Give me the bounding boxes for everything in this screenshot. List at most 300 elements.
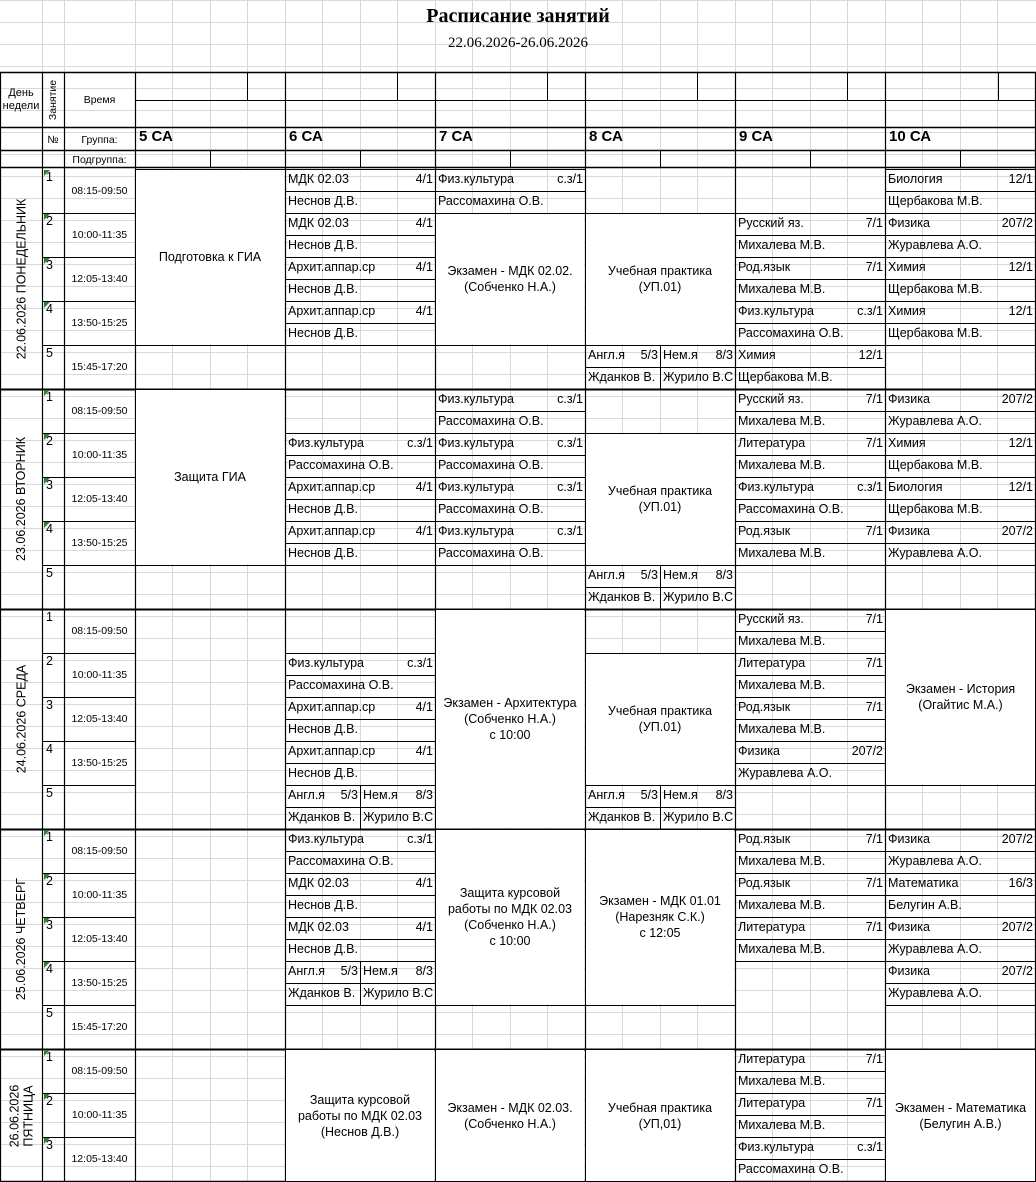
period-dates: 22.06.2026-26.06.2026 [448, 35, 588, 51]
subject-name: Род.язык [738, 876, 791, 890]
comment-marker [44, 390, 50, 396]
room-number: 4/1 [415, 304, 433, 318]
comment-marker [44, 1050, 50, 1056]
lesson-number: 1 [46, 170, 53, 184]
subject-name: Нем.я [663, 348, 698, 362]
comment-marker [44, 522, 50, 528]
teacher-name: Рассомахина О.В. [738, 1162, 844, 1176]
teacher-name: Неснов Д.В. [288, 766, 358, 780]
page-title: Расписание занятий [426, 5, 610, 27]
comment-marker [44, 1138, 50, 1144]
teacher-name: Журило В.С [663, 370, 734, 384]
room-number: 207/2 [1001, 832, 1033, 846]
room-number: 12/1 [1008, 172, 1033, 186]
subject-name: Русский яз. [738, 392, 804, 406]
lesson-number: 4 [46, 302, 53, 316]
day-label-cell [0, 609, 42, 829]
teacher-name: Неснов Д.В. [288, 238, 358, 252]
subject-name: Химия [888, 436, 926, 450]
room-number: 4/1 [415, 744, 433, 758]
room-number: 5/3 [640, 788, 658, 802]
subject-name: Литература [738, 656, 806, 670]
lesson-time: 13:50-15:25 [71, 537, 128, 549]
teacher-header [887, 112, 1027, 127]
room-header [399, 85, 433, 100]
day-label-cell [0, 169, 42, 389]
teacher-name: Рассомахина О.В. [438, 546, 544, 560]
lesson-number: 3 [46, 1138, 53, 1152]
teacher-name: Щербакова М.В. [888, 326, 983, 340]
subject-name: Русский яз. [738, 612, 804, 626]
room-number: 12/1 [1008, 304, 1033, 318]
subject-name: Физика [888, 216, 930, 230]
subject-name: Англ.я [588, 788, 626, 802]
subject-name: Архит.аппар.ср [288, 700, 376, 714]
teacher-name: Журавлева А.О. [888, 986, 982, 1000]
room-header [249, 85, 283, 100]
subgroup-2 [210, 153, 285, 167]
lesson-number: 2 [46, 434, 53, 448]
lesson-number: 3 [46, 698, 53, 712]
room-number: 8/3 [715, 348, 733, 362]
teacher-name: Жданков В. [288, 986, 356, 1000]
merged-kursovaya-sobchenko-line: (Собченко Н.А.) [464, 918, 556, 932]
teacher-name: Журавлева А.О. [888, 238, 982, 252]
merged-practice-mon-line: (УП.01) [638, 280, 682, 294]
comment-marker [44, 214, 50, 220]
room-number: 4/1 [415, 920, 433, 934]
teacher-name: Михалева М.В. [738, 458, 826, 472]
subject-name: Химия [738, 348, 776, 362]
teacher-name: Михалева М.В. [738, 1118, 826, 1132]
merged-prep-gia [136, 170, 284, 344]
lesson-number: 1 [46, 610, 53, 624]
subgroup-2 [960, 153, 1035, 167]
lesson-time [64, 580, 135, 594]
subject-name: Химия [888, 260, 926, 274]
subject-name: Англ.я [588, 348, 626, 362]
merged-practice-fri-line: (УП,01) [638, 1116, 682, 1131]
room-number: 7/1 [865, 832, 883, 846]
teacher-header [437, 112, 577, 127]
lesson-number: 5 [46, 1006, 53, 1020]
room-number: 16/3 [1008, 876, 1033, 890]
teacher-name: Журавлева А.О. [888, 854, 982, 868]
day-label: 26.06.2026 ПЯТНИЦА [7, 1084, 35, 1147]
lesson-number: 1 [46, 830, 53, 844]
merged-practice-fri [586, 1050, 734, 1181]
teacher-name: Журило В.С [363, 810, 434, 824]
room-number: 5/3 [340, 788, 358, 802]
subject-name: Литература [738, 920, 806, 934]
subject-name: Архит.аппар.ср [288, 480, 376, 494]
teacher-name: Неснов Д.В. [288, 942, 358, 956]
subject-name: Нем.я [663, 788, 698, 802]
subject-name: Архит.аппар.ср [288, 524, 376, 538]
merged-kursovaya-nesnov-line: (Неснов Д.В.) [320, 1124, 400, 1139]
day-column-header: День недели [2, 87, 40, 112]
room-number: 5/3 [640, 348, 658, 362]
merged-exam-mdk0202-line: Экзамен - МДК 02.02. [447, 264, 573, 278]
subject-name: МДК 02.03 [288, 216, 349, 230]
subgroup-1 [435, 153, 510, 167]
group-label: Группа: [81, 134, 118, 146]
lesson-time: 12:05-13:40 [71, 713, 128, 725]
room-number: 7/1 [865, 436, 883, 450]
group-name-6ca: 6 СА [289, 130, 323, 145]
teacher-name: Неснов Д.В. [288, 546, 358, 560]
merged-practice-fri-line: Учебная практика [607, 1100, 713, 1115]
subject-name: Архит.аппар.ср [288, 260, 376, 274]
day-label-cell [0, 389, 42, 609]
room-number: 12/1 [1008, 260, 1033, 274]
teacher-name: Михалева М.В. [738, 1074, 826, 1088]
room-number: с.з/1 [557, 524, 583, 538]
lesson-time: 08:15-09:50 [71, 405, 128, 417]
merged-kursovaya-sobchenko-line: Защита курсовой [459, 886, 561, 900]
lesson-number: 4 [46, 742, 53, 756]
room-number: 7/1 [865, 392, 883, 406]
merged-kursovaya-nesnov-line: работы по МДК 02.03 [297, 1108, 423, 1123]
lesson-time: 12:05-13:40 [71, 933, 128, 945]
lesson-number: 1 [46, 390, 53, 404]
teacher-name: Журавлева А.О. [888, 546, 982, 560]
subject-name: Физ.культура [738, 480, 814, 494]
room-number: 5/3 [340, 964, 358, 978]
lesson-time: 15:45-17:20 [71, 361, 128, 373]
lesson-number: 3 [46, 258, 53, 272]
comment-marker [44, 874, 50, 880]
teacher-name: Щербакова М.В. [888, 458, 983, 472]
subject-name: Физ.культура [438, 392, 514, 406]
group-name-9ca: 9 СА [739, 130, 773, 145]
subgroup-1 [885, 153, 960, 167]
room-number: 7/1 [865, 260, 883, 274]
teacher-name: Журило В.С [663, 810, 734, 824]
subject-name: Физика [888, 524, 930, 538]
merged-exam-math [886, 1050, 1035, 1181]
merged-exam-arch [436, 610, 584, 828]
merged-practice-wed-line: (УП.01) [638, 720, 682, 734]
lesson-time: 12:05-13:40 [71, 493, 128, 505]
subject-name: Архит.аппар.ср [288, 304, 376, 318]
teacher-name: Щербакова М.В. [888, 194, 983, 208]
lesson-number: 5 [46, 786, 53, 800]
room-number: 12/1 [858, 348, 883, 362]
merged-practice-mon [586, 214, 734, 344]
day-label: 25.06.2026 ЧЕТВЕРГ [14, 877, 28, 1001]
merged-exam-arch-line: с 10:00 [489, 728, 531, 742]
teacher-header [137, 112, 277, 127]
teacher-name: Жданков В. [588, 590, 656, 604]
subject-name: Физика [888, 832, 930, 846]
merged-kursovaya-nesnov [286, 1050, 434, 1181]
subject-name: Физ.культура [438, 436, 514, 450]
room-number: 4/1 [415, 700, 433, 714]
subject-name: Биология [888, 480, 943, 494]
subject-name: Физ.культура [738, 304, 814, 318]
teacher-header [587, 112, 727, 127]
teacher-name: Жданков В. [288, 810, 356, 824]
room-number: 7/1 [865, 1052, 883, 1066]
lesson-column-header: Занятие [47, 79, 59, 121]
day-label-cell [0, 1049, 42, 1182]
merged-exam-history-line: (Огайтис М.А.) [918, 698, 1003, 712]
merged-practice-tue-line: Учебная практика [607, 484, 713, 498]
merged-exam-mdk0101-line: Экзамен - МДК 01.01 [599, 894, 721, 908]
day-label-cell [0, 829, 42, 1049]
group-name-10ca: 10 СА [889, 130, 932, 145]
subject-name: Физика [888, 964, 930, 978]
room-number: 207/2 [1001, 964, 1033, 978]
room-number: с.з/1 [407, 656, 433, 670]
room-number: 8/3 [415, 788, 433, 802]
discipline-header [137, 85, 237, 100]
teacher-name: Журило В.С [363, 986, 434, 1000]
lesson-time: 10:00-11:35 [71, 889, 128, 901]
lesson-number: 4 [46, 962, 53, 976]
merged-practice-wed-line: Учебная практика [607, 704, 713, 718]
merged-exam-mdk0101-line: (Нарезняк С.К.) [615, 910, 705, 924]
comment-marker [44, 918, 50, 924]
subject-name: Физ.культура [438, 524, 514, 538]
lesson-time: 08:15-09:50 [71, 185, 128, 197]
merged-kursovaya-nesnov-line: Защита курсовой [309, 1092, 411, 1107]
comment-marker [44, 258, 50, 264]
teacher-name: Михалева М.В. [738, 854, 826, 868]
teacher-name: Михалева М.В. [738, 634, 826, 648]
merged-exam-mdk0202 [436, 214, 584, 344]
subject-name: Род.язык [738, 832, 791, 846]
room-number: с.з/1 [557, 172, 583, 186]
merged-practice-tue-line: (УП.01) [638, 500, 682, 514]
subject-name: Литература [738, 1096, 806, 1110]
merged-exam-math-line: (Белугин А.В.) [919, 1116, 1002, 1131]
subject-name: Нем.я [663, 568, 698, 582]
teacher-name: Рассомахина О.В. [288, 458, 394, 472]
teacher-name: Рассомахина О.В. [738, 326, 844, 340]
subject-name: Русский яз. [738, 216, 804, 230]
subgroup-2 [510, 153, 585, 167]
subject-name: Физ.культура [288, 656, 364, 670]
merged-practice-tue [586, 434, 734, 564]
teacher-name: Неснов Д.В. [288, 282, 358, 296]
lesson-time: 15:45-17:20 [71, 1021, 128, 1033]
lesson-number: 3 [46, 478, 53, 492]
teacher-name: Михалева М.В. [738, 898, 826, 912]
subject-name: Литература [738, 1052, 806, 1066]
teacher-name: Неснов Д.В. [288, 194, 358, 208]
subgroup-1 [285, 153, 360, 167]
room-number: 207/2 [1001, 920, 1033, 934]
lesson-number: 2 [46, 654, 53, 668]
comment-marker [44, 1094, 50, 1100]
merged-exam-history [886, 610, 1035, 784]
room-number: 8/3 [715, 788, 733, 802]
lesson-number: 5 [46, 566, 53, 580]
merged-zashchita-gia-line: Защита ГИА [174, 470, 246, 484]
lesson-time: 13:50-15:25 [71, 757, 128, 769]
merged-exam-arch-line: Экзамен - Архитектура [443, 696, 577, 710]
merged-exam-history-line: Экзамен - История [905, 682, 1016, 696]
merged-prep-gia-line: Подготовка к ГИА [158, 250, 262, 264]
comment-marker [44, 170, 50, 176]
teacher-name: Журавлева А.О. [738, 766, 832, 780]
lesson-number: 3 [46, 918, 53, 932]
subject-name: Нем.я [363, 964, 398, 978]
room-number: 5/3 [640, 568, 658, 582]
subject-name: Физ.культура [288, 436, 364, 450]
num-label: № [47, 134, 59, 146]
teacher-name: Неснов Д.В. [288, 898, 358, 912]
merged-exam-math-line: Экзамен - Математика [894, 1100, 1027, 1115]
subject-name: Физ.культура [438, 172, 514, 186]
merged-zashchita-gia [136, 390, 284, 564]
lesson-time: 13:50-15:25 [71, 317, 128, 329]
merged-practice-wed [586, 654, 734, 784]
teacher-name: Щербакова М.В. [888, 282, 983, 296]
teacher-name: Жданков В. [588, 370, 656, 384]
lesson-number: 1 [46, 1050, 53, 1064]
comment-marker [44, 434, 50, 440]
room-number: с.з/1 [857, 1140, 883, 1154]
subject-name: Род.язык [738, 260, 791, 274]
room-header [849, 85, 883, 100]
teacher-header [287, 112, 427, 127]
teacher-name: Журавлева А.О. [888, 942, 982, 956]
room-number: 4/1 [415, 216, 433, 230]
subject-name: Биология [888, 172, 943, 186]
lesson-time: 08:15-09:50 [71, 625, 128, 637]
discipline-header [437, 85, 537, 100]
lesson-number: 5 [46, 346, 53, 360]
subject-name: Литература [738, 436, 806, 450]
merged-exam-arch-line: (Собченко Н.А.) [464, 712, 556, 726]
teacher-name: Рассомахина О.В. [438, 458, 544, 472]
teacher-name: Рассомахина О.В. [288, 854, 394, 868]
subgroup-2 [810, 153, 885, 167]
group-name-5ca: 5 СА [139, 130, 173, 145]
lesson-number: 2 [46, 874, 53, 888]
room-number: с.з/1 [557, 392, 583, 406]
merged-exam-mdk0203-line: Экзамен - МДК 02.03. [447, 1100, 573, 1115]
teacher-name: Михалева М.В. [738, 238, 826, 252]
room-number: 4/1 [415, 876, 433, 890]
discipline-header [287, 85, 387, 100]
teacher-name: Журило В.С [663, 590, 734, 604]
room-number: 4/1 [415, 172, 433, 186]
teacher-name: Неснов Д.В. [288, 502, 358, 516]
lesson-time: 08:15-09:50 [71, 1065, 128, 1077]
teacher-name: Рассомахина О.В. [288, 678, 394, 692]
subgroup-2 [660, 153, 735, 167]
subject-name: Англ.я [288, 964, 326, 978]
room-number: 4/1 [415, 260, 433, 274]
teacher-header [737, 112, 877, 127]
discipline-header [887, 85, 987, 100]
comment-marker [44, 962, 50, 968]
room-number: 4/1 [415, 524, 433, 538]
subject-name: МДК 02.03 [288, 920, 349, 934]
subgroup-1 [585, 153, 660, 167]
room-number: 7/1 [865, 876, 883, 890]
room-number: 8/3 [715, 568, 733, 582]
comment-marker [44, 478, 50, 484]
lesson-time: 13:50-15:25 [71, 977, 128, 989]
comment-marker [44, 302, 50, 308]
teacher-name: Белугин А.В. [888, 898, 962, 912]
day-label: 23.06.2026 ВТОРНИК [14, 437, 28, 561]
subject-name: Род.язык [738, 524, 791, 538]
subject-name: Физ.культура [438, 480, 514, 494]
lesson-time: 12:05-13:40 [71, 1153, 128, 1165]
room-header [549, 85, 583, 100]
subject-name: Физика [888, 392, 930, 406]
teacher-name: Рассомахина О.В. [438, 194, 544, 208]
lesson-time: 10:00-11:35 [71, 229, 128, 241]
teacher-name: Рассомахина О.В. [438, 502, 544, 516]
room-number: 7/1 [865, 1096, 883, 1110]
lesson-time: 10:00-11:35 [71, 669, 128, 681]
lesson-column-header-cell [42, 73, 64, 127]
room-header [699, 85, 733, 100]
teacher-name: Неснов Д.В. [288, 326, 358, 340]
room-number: 207/2 [851, 744, 883, 758]
room-number: 7/1 [865, 612, 883, 626]
merged-exam-mdk0203-line: (Собченко Н.А.) [464, 1116, 556, 1131]
subject-name: Англ.я [588, 568, 626, 582]
subgroup-1 [735, 153, 810, 167]
subgroup-2 [360, 153, 435, 167]
teacher-name: Жданков В. [588, 810, 656, 824]
lesson-number: 2 [46, 214, 53, 228]
subgroup-label: Подгруппа: [72, 154, 127, 166]
subject-name: Нем.я [363, 788, 398, 802]
teacher-name: Михалева М.В. [738, 678, 826, 692]
subject-name: МДК 02.03 [288, 172, 349, 186]
room-number: 7/1 [865, 920, 883, 934]
merged-practice-mon-line: Учебная практика [607, 264, 713, 278]
subject-name: Физ.культура [738, 1140, 814, 1154]
lesson-time [64, 800, 135, 814]
teacher-name: Щербакова М.В. [738, 370, 833, 384]
day-label: 24.06.2026 СРЕДА [14, 664, 29, 774]
lesson-time: 10:00-11:35 [71, 449, 128, 461]
subject-name: Архит.аппар.ср [288, 744, 376, 758]
room-number: с.з/1 [557, 436, 583, 450]
subject-name: Физика [738, 744, 780, 758]
lesson-number: 4 [46, 522, 53, 536]
room-number: с.з/1 [407, 436, 433, 450]
room-number: 8/3 [415, 964, 433, 978]
discipline-header [587, 85, 687, 100]
room-number: 12/1 [1008, 480, 1033, 494]
room-number: с.з/1 [557, 480, 583, 494]
merged-kursovaya-sobchenko-line: работы по МДК 02.03 [447, 902, 573, 916]
subject-name: Физика [888, 920, 930, 934]
room-header [1000, 85, 1034, 100]
group-name-8ca: 8 СА [589, 130, 623, 145]
comment-marker [44, 830, 50, 836]
merged-kursovaya-sobchenko-line: с 10:00 [489, 934, 531, 948]
subject-name: Физ.культура [288, 832, 364, 846]
subject-name: Математика [888, 876, 959, 890]
lesson-time: 12:05-13:40 [71, 273, 128, 285]
lesson-number: 2 [46, 1094, 53, 1108]
subject-name: МДК 02.03 [288, 876, 349, 890]
lesson-time: 10:00-11:35 [71, 1109, 128, 1121]
merged-exam-mdk0101 [586, 830, 734, 1004]
